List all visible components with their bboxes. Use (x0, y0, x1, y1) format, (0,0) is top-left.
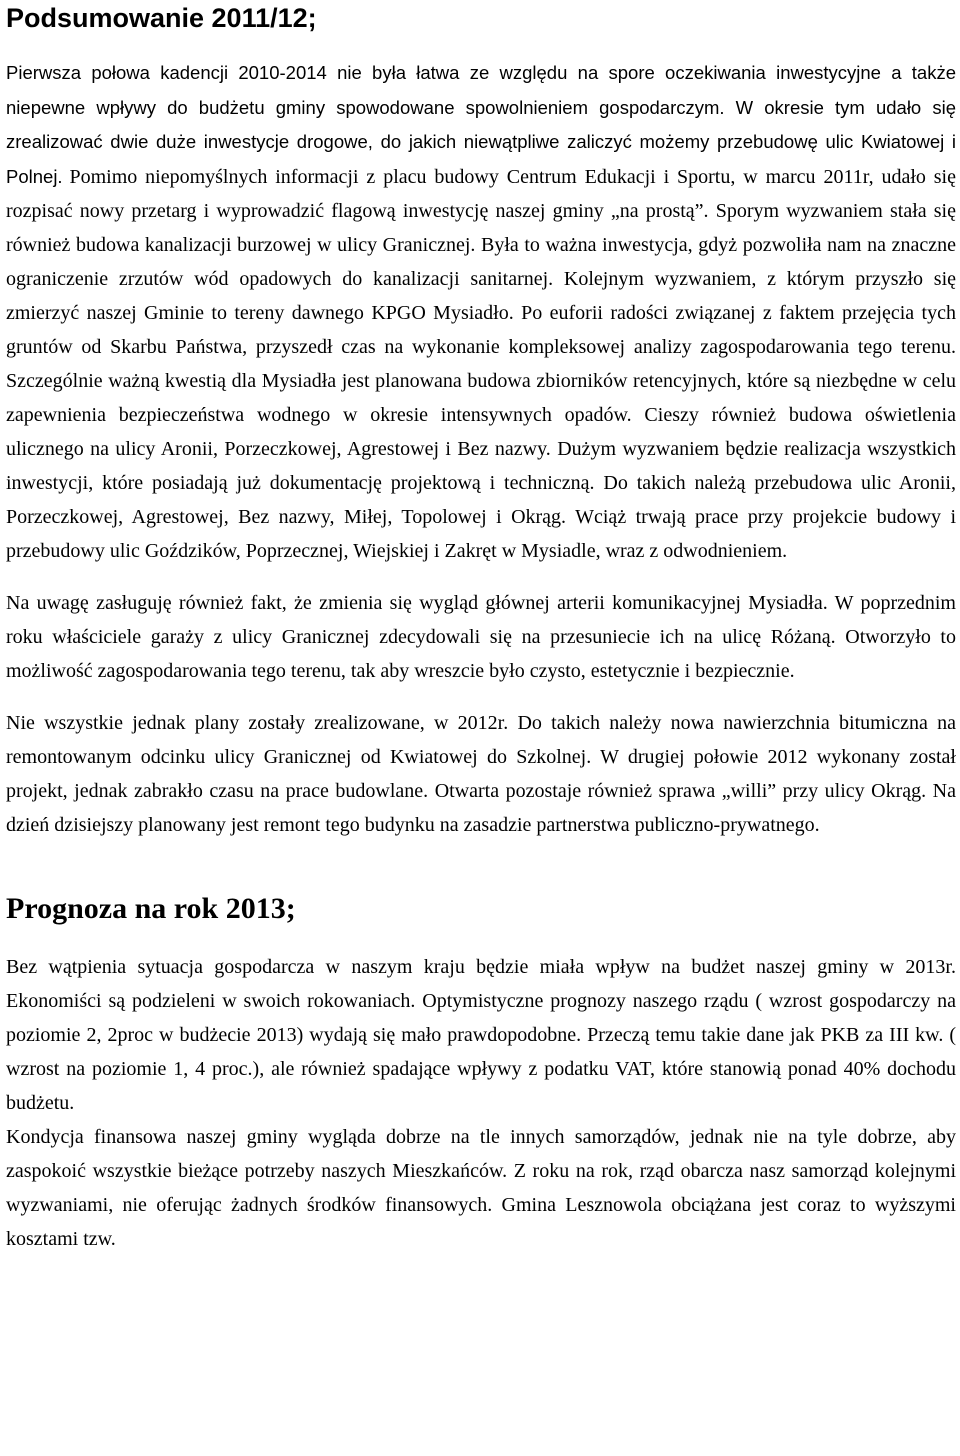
paragraph-forecast-2: Kondycja finansowa naszej gminy wygląda dobrze na tle innych samorządów, jednak nie na tyle dobrze, aby zaspokoić wszystkie bieżące potrzeby naszych Mieszkańców. Z roku na rok, rząd obarcza nasz samorząd kolejnymi wyzwaniami, nie oferując żadnych środków finansowych. Gmina Lesznowola obciążana jest coraz to wyższymi kosztami tzw. (6, 1126, 956, 1250)
paragraph-summary-2: Na uwagę zasługuję również fakt, że zmienia się wygląd głównej arterii komunikacyjnej Mysiadła. W poprzednim roku właściciele garaży z ulicy Granicznej zdecydowali się na przesuniecie ich na ulicę Różaną. Otworzyło to możliwość zagospodarowania tego terenu, tak aby wreszcie było czysto, estetycznie i bezpiecznie. (6, 592, 956, 682)
paragraph-summary-3: Nie wszystkie jednak plany zostały zrealizowane, w 2012r. Do takich należy nowa nawierzchnia bitumiczna na remontowanym odcinku ulicy Granicznej od Kwiatowej do Szkolnej. W drugiej połowie 2012 wykonany został projekt, jednak zabrakło czasu na prace budowlane. Otwarta pozostaje również sprawa „willi” przy ulicy Okrąg. Na dzień dzisiejszy planowany jest remont tego budynku na zasadzie partnerstwa publiczno-prywatnego. (6, 712, 956, 836)
paragraph-summary-1 (6, 56, 956, 568)
paragraph-summary-1-serif-part: Pomimo niepomyślnych informacji z placu budowy Centrum Edukacji i Sportu, w marcu 2011r, udało się rozpisać nowy przetarg i wyprowadzić flagową inwestycję naszej gminy „na prostą”. Sporym wyzwaniem stała się również budowa kanalizacji burzowej w ulicy Granicznej. Była to ważna inwestycja, gdyż pozwoliła nam na znaczne ograniczenie zrzutów wód opadowych do kanalizacji sanitarnej. Kolejnym wyzwaniem, z którym przyszło się zmierzyć naszej Gminie to tereny dawnego KPGO Mysiadło. Po euforii radości związanej z faktem przejęcia tych gruntów od Skarbu Państwa, przyszedł czas na wykonanie kompleksowej analizy zagospodarowania tego terenu. Szczególnie ważną kwestią dla Mysiadła jest planowana budowa zbiorników retencyjnych, które są niezbędne w celu zapewnienia bezpieczeństwa wodnego w okresie intensywnych opadów. Cieszy również budowa oświetlenia ulicznego na ulicy Aronii, Porzeczkowej, Agrestowej i Bez nazwy. Dużym wyzwaniem będzie realizacja wszystkich inwestycji, które posiadają już dokumentację projektową i techniczną. Do takich należą przebudowa ulic Aronii, Porzeczkowej, Agrestowej, Bez nazwy, Miłej, Topolowej i Okrąg. Wciąż trwają prace przy projekcie budowy i przebudowy ulic Goździków, Poprzecznej, Wiejskiej i Zakręt w Mysiadle, wraz z odwodnieniem. (6, 165, 956, 562)
paragraph-forecast-1: Bez wątpienia sytuacja gospodarcza w naszym kraju będzie miała wpływ na budżet naszej gminy w 2013r. Ekonomiści są podzieleni w swoich rokowaniach. Optymistyczne prognozy naszego rządu ( wzrost gospodarczy na poziomie 2, 2proc w budżecie 2013) wydają się mało prawdopodobne. Przeczą temu takie dane jak PKB za III kw. ( wzrost na poziomie 1, 4 proc.), ale również spadające wpływy z podatku VAT, które stanowią ponad 40% dochodu budżetu. (6, 956, 956, 1114)
section-title-forecast: Prognoza na rok 2013; (6, 892, 296, 925)
section-title-summary: Podsumowanie 2011/12; (6, 3, 317, 33)
document-page (6, 0, 956, 1256)
paragraph-summary-1-sans-part: Pierwsza połowa kadencji 2010-2014 nie była łatwa ze względu na spore oczekiwania inwestycyjne a także niepewne wpływy do budżetu gminy spowodowane spowolnieniem gospodarczym. W okresie tym udało się zrealizować dwie duże inwestycje drogowe, do jakich niewątpliwe zaliczyć możemy przebudowę ulic Kwiatowej i Polnej. (6, 62, 956, 187)
